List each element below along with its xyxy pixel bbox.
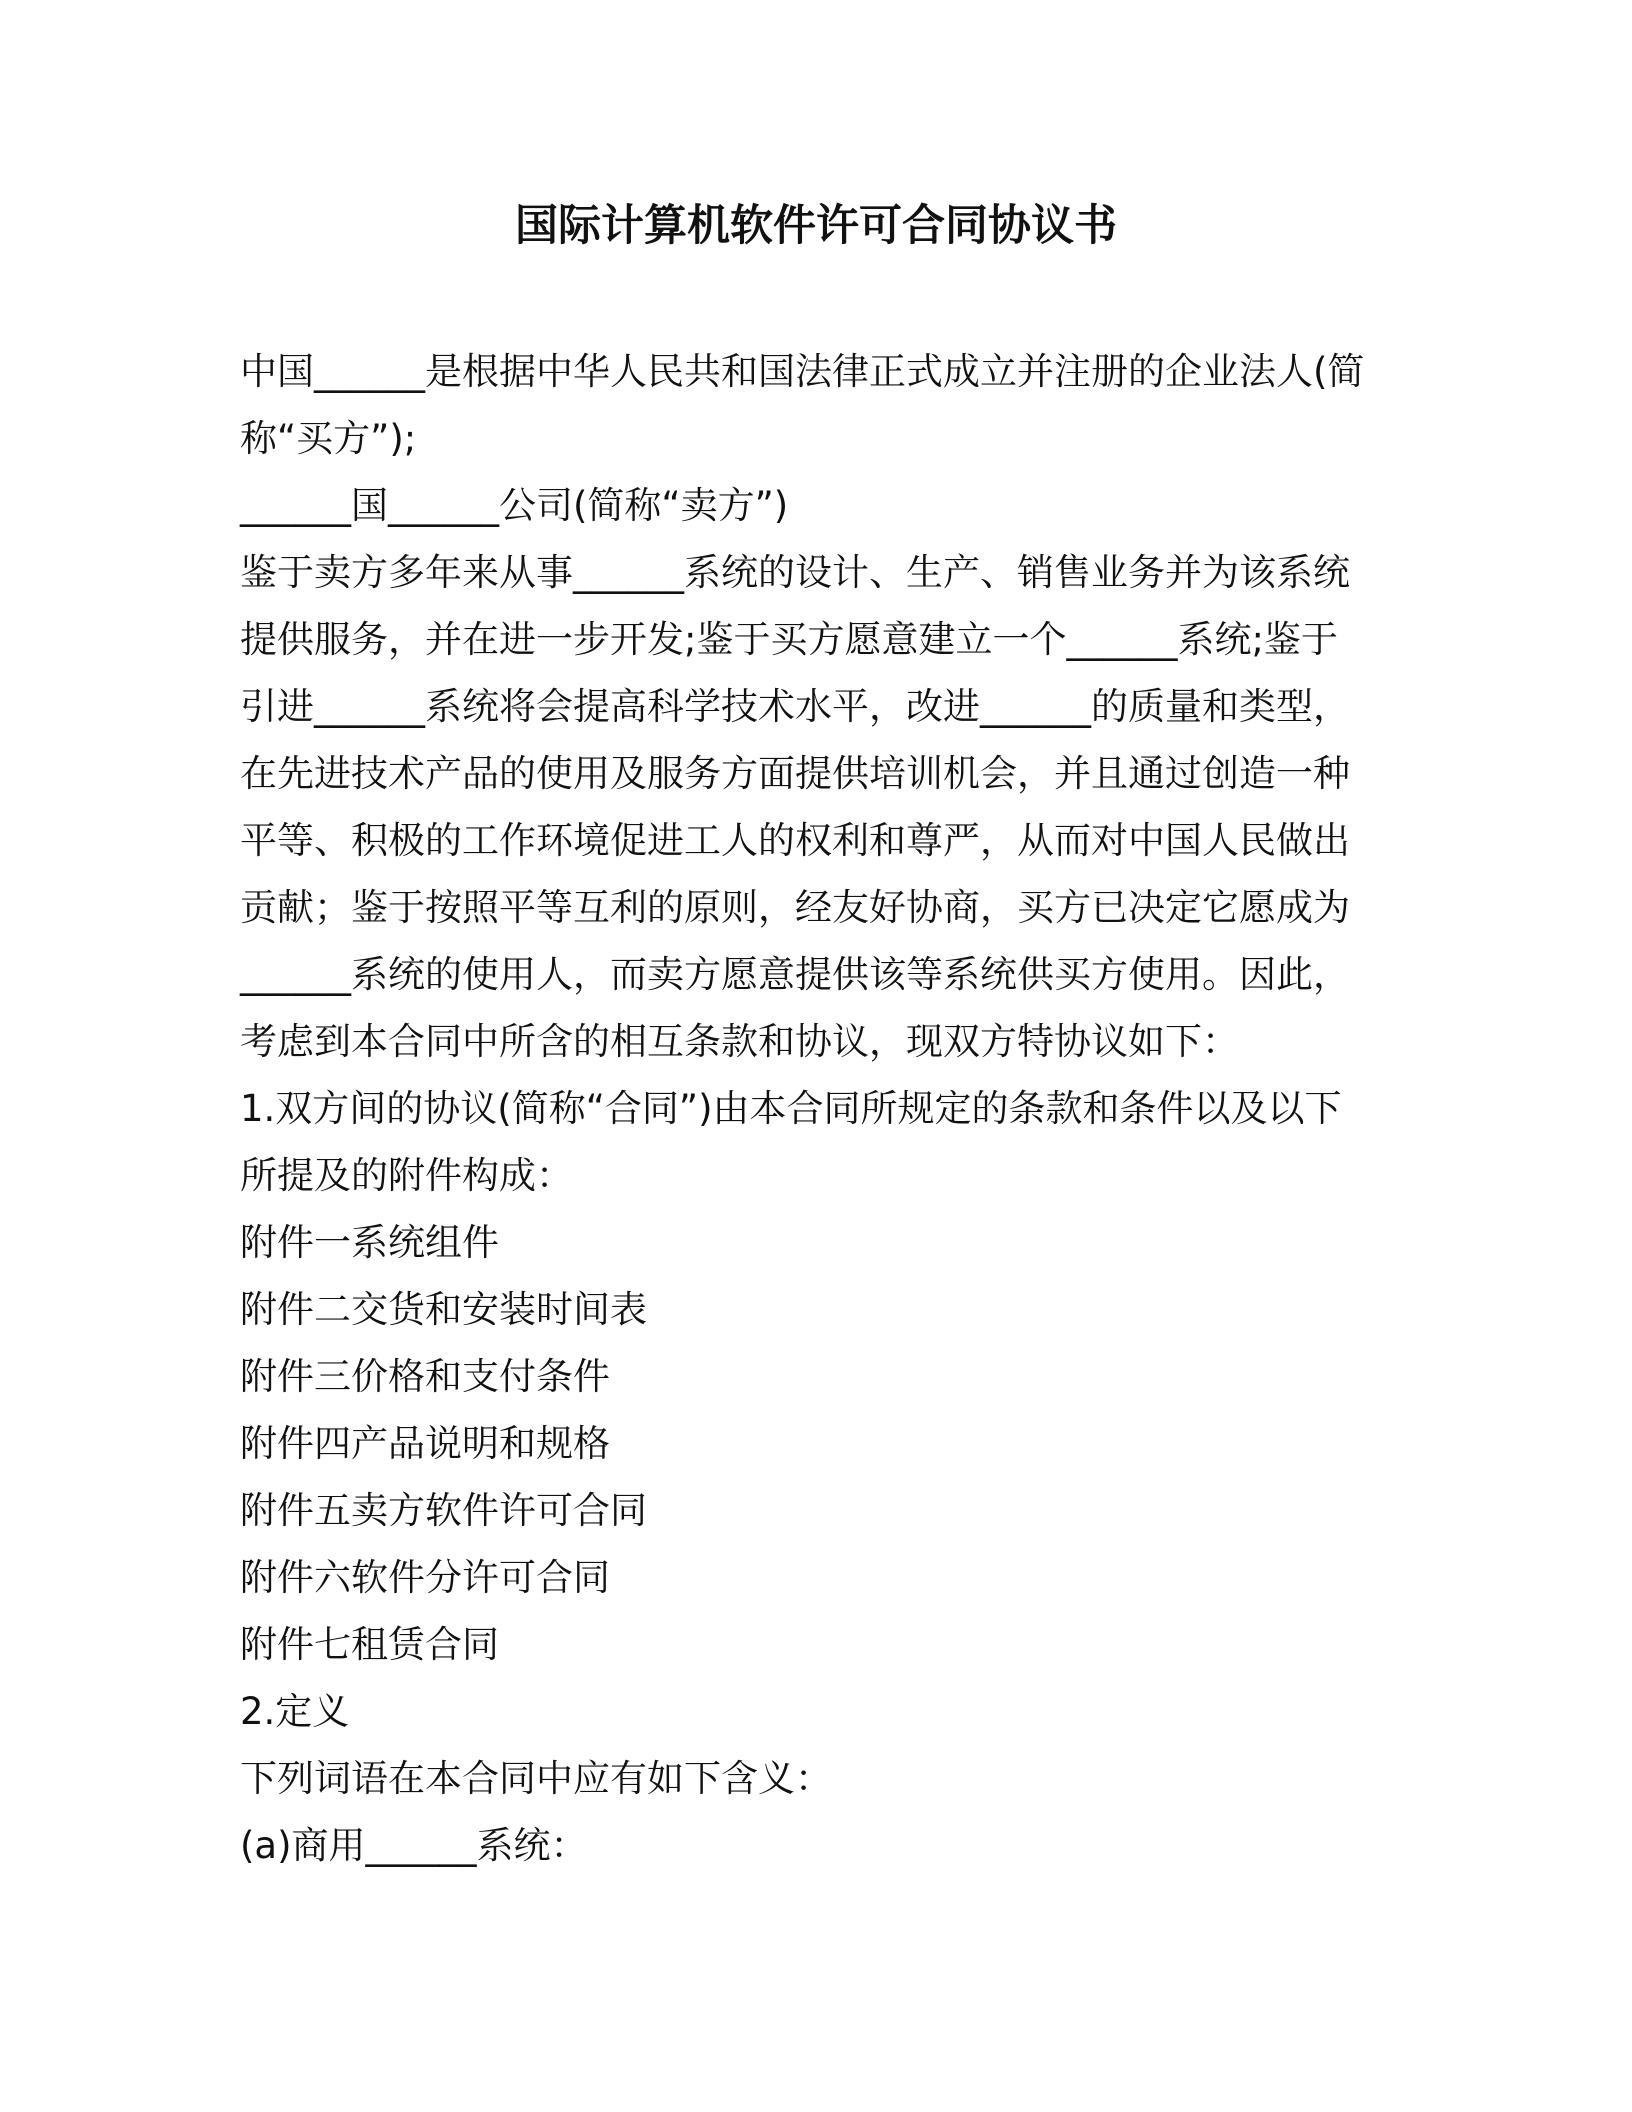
body-line: 下列词语在本合同中应有如下含义： [240, 1757, 832, 1800]
clause-2-heading: 2.定义 [240, 1690, 350, 1733]
body-line: 称“买方”); [240, 417, 417, 460]
body-line: ______国______公司(简称“卖方”) [240, 484, 789, 527]
body-line: 提供服务，并在进一步开发;鉴于买方愿意建立一个______系统;鉴于 [240, 618, 1338, 661]
clause-1-heading: 1.双方间的协议(简称“合同”)由本合同所规定的条款和条件以及以下 [240, 1087, 1342, 1130]
annex-item: 附件四产品说明和规格 [240, 1422, 610, 1465]
body-line: 在先进技术产品的使用及服务方面提供培训机会，并且通过创造一种 [240, 752, 1350, 795]
annex-item: 附件五卖方软件许可合同 [240, 1489, 647, 1532]
document-body [240, 338, 1380, 1879]
definition-item: (a)商用______系统： [240, 1824, 588, 1867]
body-line: 平等、积极的工作环境促进工人的权利和尊严，从而对中国人民做出 [240, 819, 1350, 862]
document-title: 国际计算机软件许可合同协议书 [515, 201, 1117, 251]
body-line: 所提及的附件构成： [240, 1154, 573, 1197]
annex-item: 附件三价格和支付条件 [240, 1355, 610, 1398]
body-line: 考虑到本合同中所含的相互条款和协议，现双方特协议如下： [240, 1020, 1239, 1063]
annex-item: 附件一系统组件 [240, 1221, 499, 1264]
body-line: 贡献；鉴于按照平等互利的原则，经友好协商，买方已决定它愿成为 [240, 886, 1350, 929]
annex-item: 附件二交货和安装时间表 [240, 1288, 647, 1331]
body-line: 引进______系统将会提高科学技术水平，改进______的质量和类型， [240, 685, 1350, 728]
annex-item: 附件七租赁合同 [240, 1623, 499, 1666]
body-line: 中国______是根据中华人民共和国法律正式成立并注册的企业法人(简 [240, 350, 1365, 393]
body-line: 鉴于卖方多年来从事______系统的设计、生产、销售业务并为该系统 [240, 551, 1350, 594]
annex-item: 附件六软件分许可合同 [240, 1556, 610, 1599]
body-line: ______系统的使用人，而卖方愿意提供该等系统供买方使用。因此， [240, 953, 1350, 996]
